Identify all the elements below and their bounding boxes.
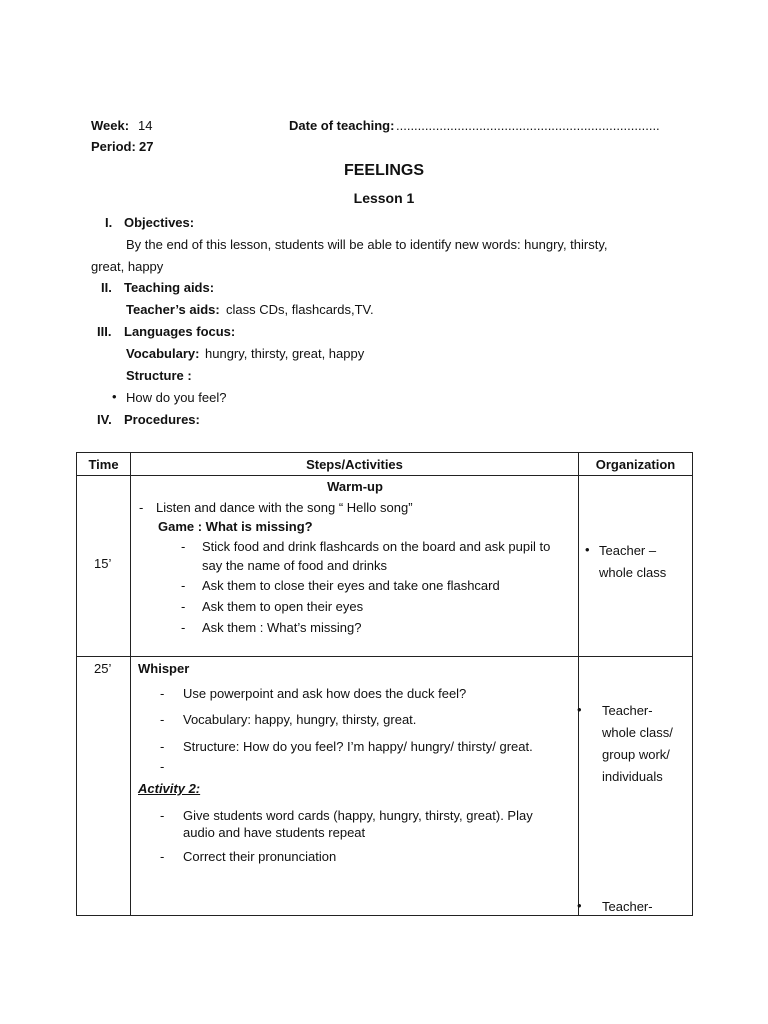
vocabulary-value: hungry, thirsty, great, happy — [205, 346, 365, 361]
game-step-3: Ask them to open their eyes — [202, 599, 364, 614]
game-heading: Game : What is missing? — [158, 519, 313, 534]
header-time: Time — [77, 453, 131, 476]
structure-label: Structure : — [126, 368, 192, 383]
row2-org-line-3: group work/ — [602, 747, 670, 762]
dash: - — [181, 620, 186, 635]
date-label: Date of teaching: — [289, 118, 395, 133]
row1-org-cell — [579, 476, 693, 657]
whisper-heading: Whisper — [138, 661, 190, 676]
dash: - — [160, 849, 165, 864]
lesson-subtitle: Lesson 1 — [353, 190, 415, 206]
row1-steps-cell — [131, 476, 579, 657]
row2-time-cell — [77, 657, 131, 916]
whisper-step-1: Use powerpoint and ask how does the duck feel? — [183, 686, 467, 701]
vocabulary-label: Vocabulary: — [126, 346, 200, 361]
structure-item: How do you feel? — [126, 390, 227, 405]
whisper-step-2: Vocabulary: happy, hungry, thirsty, great. — [183, 712, 417, 727]
bullet-icon: • — [112, 389, 117, 404]
row2-org-last: Teacher- — [602, 899, 653, 914]
section-num-4: IV. — [97, 412, 112, 427]
page-title: FEELINGS — [343, 162, 424, 179]
activity-step-2: Correct their pronunciation — [183, 849, 337, 864]
row1-org-line-1: Teacher – — [599, 543, 657, 558]
game-step-4: Ask them : What’s missing? — [202, 620, 362, 635]
language-focus-label: Languages focus: — [124, 324, 236, 339]
teachers-aids-value: class CDs, flashcards,TV. — [226, 302, 374, 317]
row1-time-cell — [77, 476, 131, 657]
activity-step-1: Give students word cards (happy, hungry, thirsty, great). Play — [183, 808, 533, 823]
row2-org-line-1: Teacher- — [602, 703, 653, 718]
dash: - — [160, 686, 165, 701]
table-header-row — [77, 453, 693, 476]
teachers-aids-label: Teacher’s aids: — [126, 302, 220, 317]
section-num-1: I. — [105, 215, 113, 230]
dash: - — [181, 578, 186, 593]
date-dots: ......................................................................... — [396, 118, 660, 133]
section-num-2: II. — [101, 280, 112, 295]
row2-org-cell — [579, 657, 693, 916]
objectives-text-1: By the end of this lesson, students will be able to identify new words: hungry, thirsty, — [126, 237, 608, 252]
dash: - — [160, 759, 165, 774]
teaching-aids-label: Teaching aids: — [124, 280, 215, 295]
activity-2-heading: Activity 2: — [138, 781, 201, 796]
game-step-1: Stick food and drink flashcards on the board and ask pupil to — [202, 539, 551, 554]
bullet-icon: • — [577, 898, 582, 913]
period-value: 27 — [139, 139, 154, 154]
bullet-icon: • — [577, 702, 582, 717]
dash: - — [181, 599, 186, 614]
row1-org-line-2: whole class — [599, 565, 667, 580]
row2-time: 25’ — [94, 661, 112, 676]
activity-step-1-cont: audio and have students repeat — [183, 825, 366, 840]
table-row — [77, 476, 693, 657]
dash: - — [160, 712, 165, 727]
warmup-heading: Warm-up — [327, 479, 383, 494]
objectives-text-2: great, happy — [91, 259, 164, 274]
dash: - — [160, 739, 165, 754]
dash: - — [181, 539, 186, 554]
song-item: Listen and dance with the song “ Hello song” — [156, 500, 413, 515]
procedures-table — [76, 452, 693, 916]
table-row — [77, 657, 693, 916]
dash: - — [139, 500, 144, 515]
row2-org-line-2: whole class/ — [602, 725, 673, 740]
bullet-icon: • — [585, 542, 590, 557]
row2-steps-cell — [131, 657, 579, 916]
period-label: Period: — [91, 139, 136, 154]
header-organization: Organization — [579, 453, 693, 476]
objectives-label: Objectives: — [124, 215, 195, 230]
header-steps: Steps/Activities — [131, 453, 579, 476]
game-step-1-cont: say the name of food and drinks — [202, 558, 388, 573]
procedures-label: Procedures: — [124, 412, 200, 427]
week-value: 14 — [138, 118, 153, 133]
dash: - — [160, 808, 165, 823]
section-num-3: III. — [97, 324, 112, 339]
week-label: Week: — [91, 118, 130, 133]
game-step-2: Ask them to close their eyes and take one flashcard — [202, 578, 500, 593]
whisper-step-3: Structure: How do you feel? I’m happy/ hungry/ thirsty/ great. — [183, 739, 533, 754]
row1-time: 15’ — [94, 556, 112, 571]
row2-org-line-4: individuals — [602, 769, 663, 784]
